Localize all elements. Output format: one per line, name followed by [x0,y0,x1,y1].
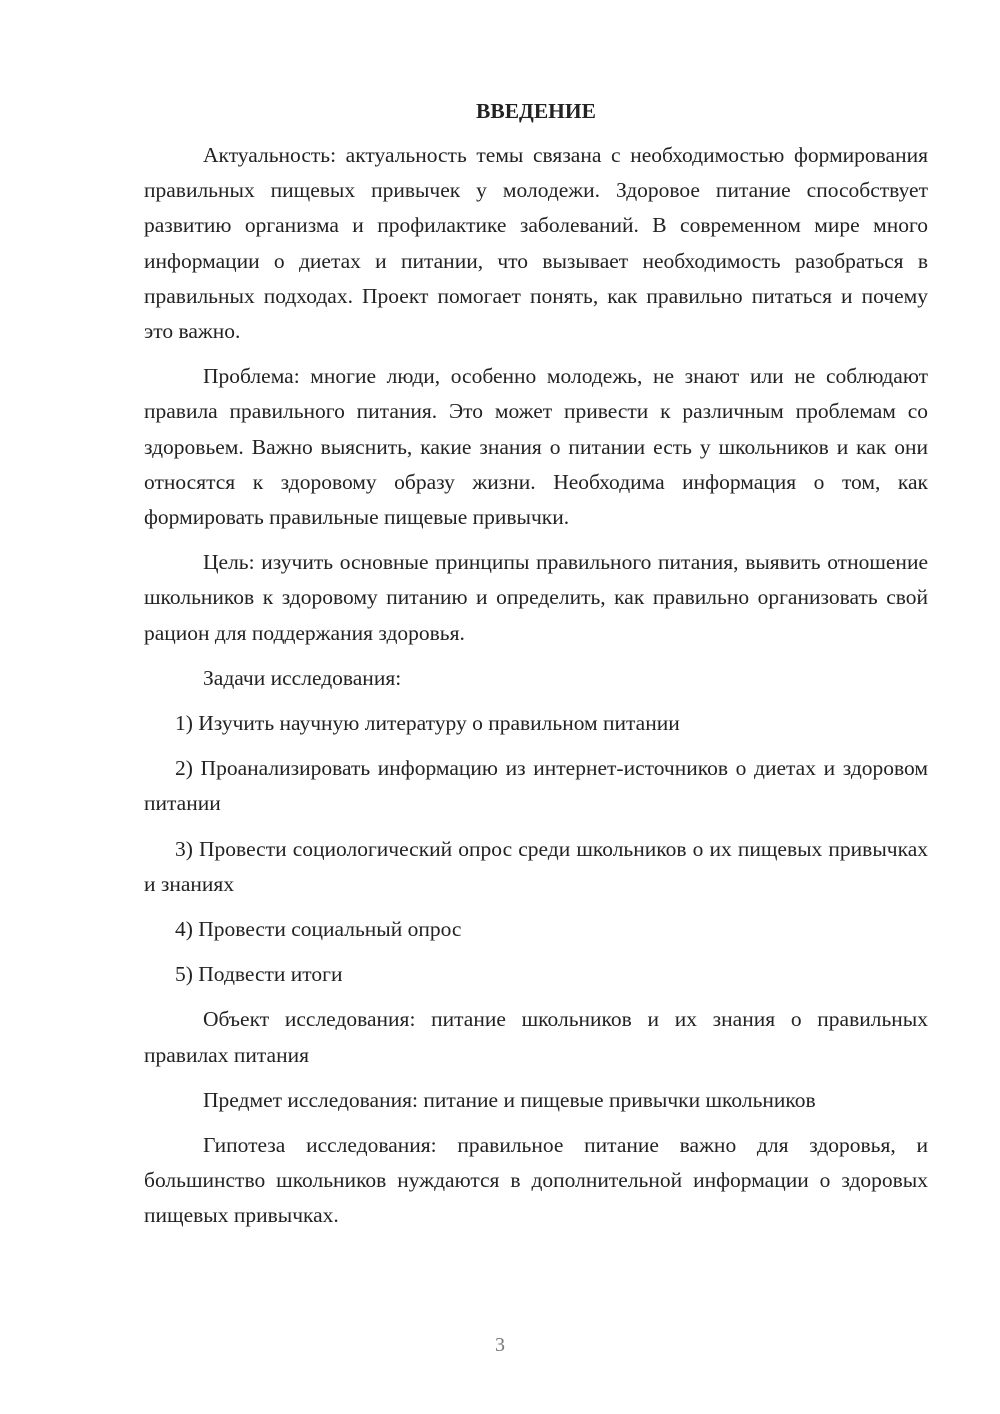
tasks-heading: Задачи исследования: [203,665,402,690]
relevance-paragraph: Актуальность: актуальность темы связана с необходимостью формирования правильных пищевых привычек у молодежи. Здоровое питание способствует развитию организма и профилактике заболеваний. В современном мире много информации о диетах и питании, что вызывает необходимость разобраться в правильных подходах. Проект помогает понять, как правильно питаться и почему это важно. [144,143,928,344]
goal-paragraph: Цель: изучить основные принципы правильного питания, выявить отношение школьников к здоровому питанию и определить, как правильно организовать свой рацион для поддержания здоровья. [144,550,928,645]
section-title: ВВЕДЕНИЕ [476,99,596,123]
subject-paragraph: Предмет исследования: питание и пищевые привычки школьников [203,1087,816,1112]
task-item-1: 1) Изучить научную литературу о правильном питании [175,711,680,736]
task-item-2: 2) Проанализировать информацию из интернет-источников о диетах и здоровом питании [144,756,928,816]
page-number: 3 [495,1334,505,1356]
task-item-5: 5) Подвести итоги [175,962,343,987]
problem-paragraph: Проблема: многие люди, особенно молодежь, не знают или не соблюдают правила правильного питания. Это может привести к различным проблемам со здоровьем. Важно выяснить, какие знания о питании есть у школьников и как они относятся к здоровому образу жизни. Необходима информация о том, как формировать правильные пищевые привычки. [144,364,928,530]
task-item-3: 3) Провести социологический опрос среди школьников о их пищевых привычках и знаниях [144,836,928,896]
document-page [144,96,928,1244]
hypothesis-paragraph: Гипотеза исследования: правильное питание важно для здоровья, и большинство школьников нуждаются в дополнительной информации о здоровых пищевых привычках. [144,1133,928,1228]
object-paragraph: Объект исследования: питание школьников и их знания о правильных правилах питания [144,1007,928,1067]
task-item-4: 4) Провести социальный опрос [175,917,462,942]
